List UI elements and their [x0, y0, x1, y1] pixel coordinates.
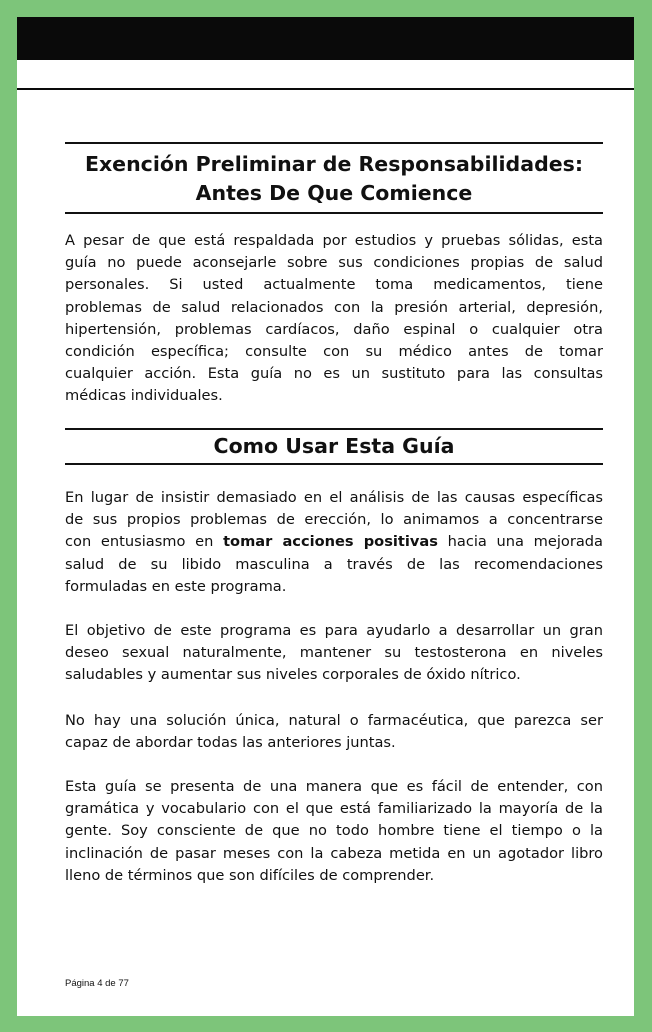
- paragraph-line: de sus propios problemas de erección, lo animamos a concentrarse: [65, 511, 603, 529]
- text-run: hacia una mejorada: [437, 533, 603, 551]
- usage-title: Como Usar Esta Guía: [213, 434, 455, 458]
- paragraph-line: deseo sexual naturalmente, mantener su testosterona en niveles: [65, 644, 603, 662]
- usage-paragraph-4: [65, 776, 603, 887]
- usage-heading: [65, 428, 603, 465]
- paragraph-line: capaz de abordar todas las anteriores juntas.: [65, 734, 396, 752]
- usage-paragraph-2: [65, 620, 603, 687]
- paragraph-line: A pesar de que está respaldada por estudios y pruebas sólidas, esta: [65, 232, 603, 249]
- paragraph-line: salud de su libido masculina a través de las recomendaciones: [65, 555, 603, 573]
- paragraph-line: Esta guía se presenta de una manera que es fácil de entender, con: [65, 778, 603, 795]
- paragraph-line: gente. Soy consciente de que no todo hombre tiene el tiempo o la: [65, 822, 603, 840]
- usage-paragraph-3: [65, 710, 603, 754]
- header-bar: [17, 17, 634, 60]
- paragraph-line: guía no puede aconsejarle sobre sus condiciones propias de salud: [65, 254, 603, 272]
- paragraph-line: formuladas en este programa.: [65, 577, 287, 595]
- header-rule: [17, 88, 634, 90]
- disclaimer-heading: [65, 142, 603, 214]
- paragraph-line: condición específica; consulte con su médico antes de tomar: [65, 343, 603, 361]
- paragraph-line: hipertensión, problemas cardíacos, daño espinal o cualquier otra: [65, 320, 603, 338]
- disclaimer-paragraph: [65, 230, 603, 408]
- page-number: Página 4 de 77: [65, 978, 129, 989]
- paragraph-line: personales. Si usted actualmente toma medicamentos, tiene: [65, 276, 603, 294]
- document-page: [17, 17, 634, 1016]
- paragraph-line: En lugar de insistir demasiado en el análisis de las causas específicas: [65, 489, 603, 506]
- paragraph-line: inclinación de pasar meses con la cabeza metida en un agotador libro: [65, 844, 603, 862]
- paragraph-line: cualquier acción. Esta guía no es un sustituto para las consultas: [65, 365, 603, 383]
- usage-paragraph-1: [65, 487, 603, 598]
- text-run: con entusiasmo en: [65, 533, 224, 551]
- paragraph-line: [65, 531, 603, 553]
- disclaimer-title-line1: Exención Preliminar de Responsabilidades:: [84, 152, 584, 176]
- paragraph-line: médicas individuales.: [65, 387, 223, 405]
- disclaimer-title-line2: Antes De Que Comience: [195, 181, 473, 205]
- paragraph-line: problemas de salud relacionados con la presión arterial, depresión,: [65, 298, 603, 316]
- bold-emphasis: tomar acciones positivas: [223, 533, 438, 551]
- paragraph-line: lleno de términos que son difíciles de comprender.: [65, 866, 435, 884]
- paragraph-line: No hay una solución única, natural o farmacéutica, que parezca ser: [65, 712, 603, 729]
- paragraph-line: El objetivo de este programa es para ayudarlo a desarrollar un gran: [65, 622, 603, 639]
- paragraph-line: gramática y vocabulario con el que está familiarizado la mayoría de la: [65, 800, 603, 818]
- paragraph-line: saludables y aumentar sus niveles corporales de óxido nítrico.: [65, 666, 521, 684]
